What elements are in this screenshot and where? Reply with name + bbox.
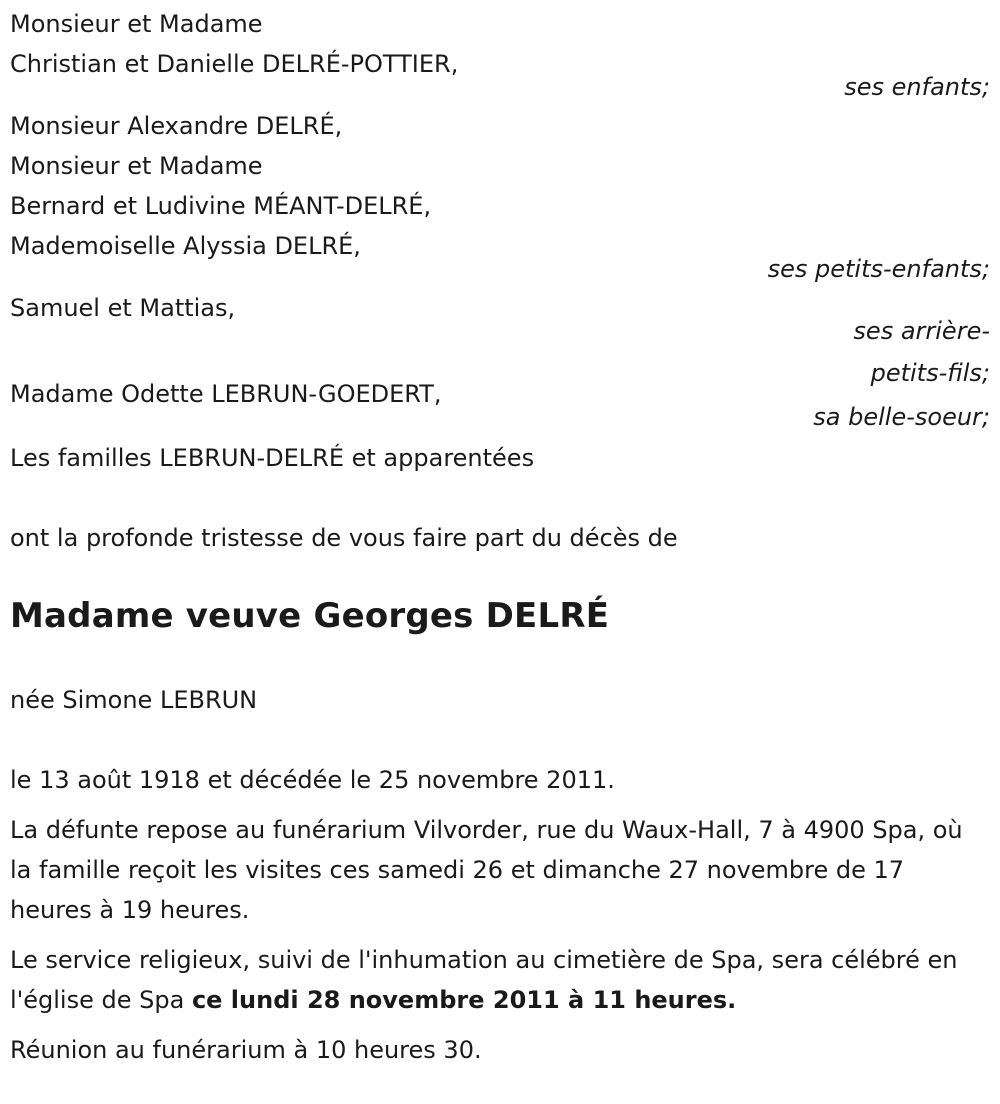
spacer bbox=[10, 640, 990, 680]
spacer bbox=[10, 930, 990, 940]
family-line: Monsieur Alexandre DELRÉ, bbox=[10, 112, 343, 140]
families-line: Les familles LEBRUN-DELRÉ et apparentées bbox=[10, 444, 535, 472]
children-group bbox=[10, 0, 990, 108]
service-date-emphasis: ce lundi 28 novembre 2011 à 11 heures. bbox=[191, 986, 737, 1014]
spacer bbox=[10, 720, 990, 760]
relation-label: ses arrière- bbox=[853, 317, 990, 345]
family-line: Mademoiselle Alyssia DELRÉ, bbox=[10, 232, 361, 260]
family-line: Madame Odette LEBRUN-GOEDERT, bbox=[10, 380, 442, 408]
deceased-name: Madame veuve Georges DELRÉ bbox=[10, 596, 610, 636]
grandchildren-group bbox=[10, 106, 990, 290]
spacer bbox=[10, 800, 990, 810]
family-line: Bernard et Ludivine MÉANT-DELRÉ, bbox=[10, 192, 432, 220]
visitation-paragraph: La défunte repose au funérarium Vilvorder, rue du Waux-Hall, 7 à 4900 Spa, où la famille reçoit les visites ces samedi 26 et dimanche 27 novembre de 17 heures à 19 heures. bbox=[10, 816, 963, 924]
meeting-text: Réunion au funérarium à 10 heures 30. bbox=[10, 1036, 482, 1064]
announcement-text: ont la profonde tristesse de vous faire part du décès de bbox=[10, 524, 678, 552]
relation-label: ses enfants; bbox=[844, 73, 990, 101]
spacer bbox=[10, 558, 990, 592]
dates-text: le 13 août 1918 et décédée le 25 novembre 2011. bbox=[10, 766, 615, 794]
service-paragraph bbox=[10, 940, 985, 1020]
family-line: Monsieur et Madame bbox=[10, 152, 263, 180]
relation-label: sa belle-soeur; bbox=[813, 403, 990, 431]
sister-in-law-group bbox=[10, 374, 990, 438]
family-line: Monsieur et Madame bbox=[10, 10, 263, 38]
maiden-name: née Simone LEBRUN bbox=[10, 686, 258, 714]
service-text: Le service religieux, suivi de l'inhumation au cimetière de Spa, sera célébré en l'église de Spa bbox=[10, 946, 958, 1014]
spacer bbox=[10, 478, 990, 518]
family-line: Samuel et Mattias, bbox=[10, 294, 236, 322]
relation-label: ses petits-enfants; bbox=[767, 255, 990, 283]
spacer bbox=[10, 1020, 990, 1030]
family-line: Christian et Danielle DELRÉ-POTTIER, bbox=[10, 50, 459, 78]
relation-label: petits-fils; bbox=[870, 359, 990, 387]
